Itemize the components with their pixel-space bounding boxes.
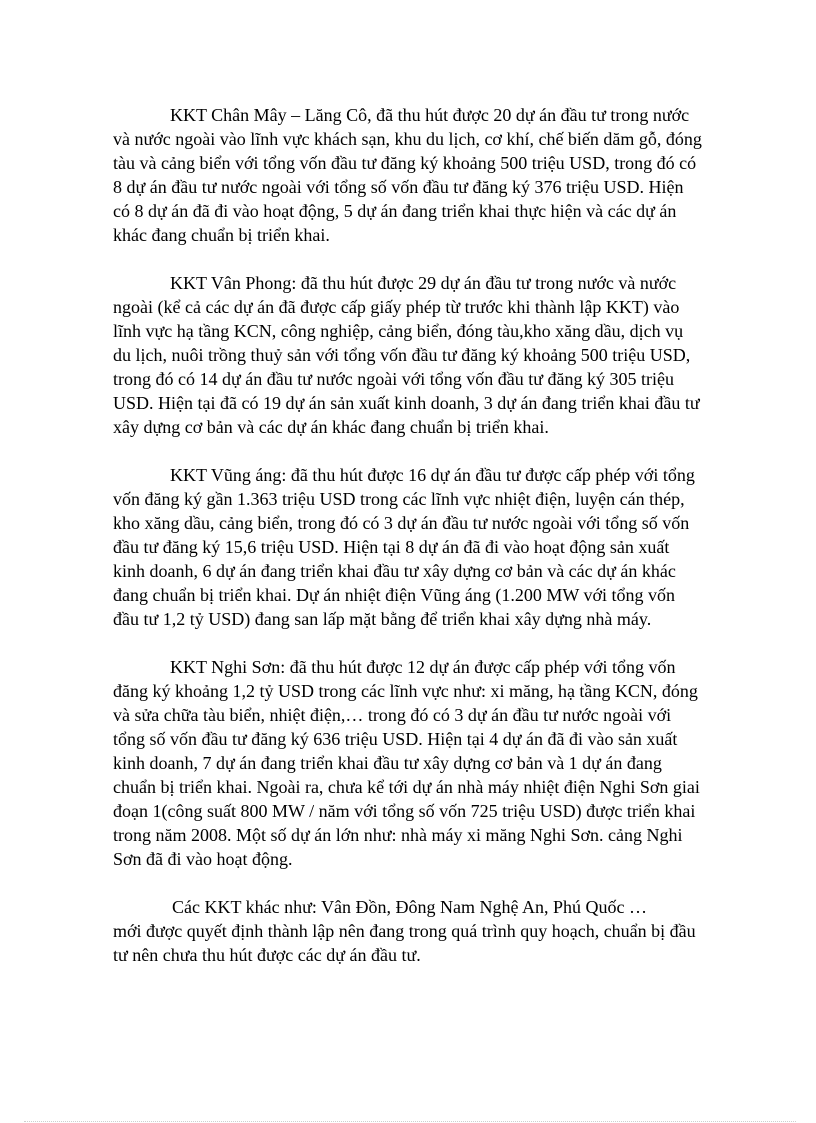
paragraph-van-phong: KKT Vân Phong: đã thu hút được 29 dự án đầu tư trong nước và nước ngoài (kể cả các dự án đã được cấp giấy phép từ trước khi thành lập KKT) vào lĩnh vực hạ tầng KCN, công nghiệp, cảng biển, đóng tàu,kho xăng dầu, dịch vụ du lịch, nuôi trồng thuỷ sản với tổng vốn đầu tư đăng ký khoảng 500 triệu USD, trong đó có 14 dự án đầu tư nước ngoài với tổng vốn đầu tư đăng ký 305 triệu USD. Hiện tại đã có 19 dự án sản xuất kinh doanh, 3 dự án đang triển khai đầu tư xây dựng cơ bản và các dự án khác đang chuẩn bị triển khai. [113, 273, 700, 437]
paragraph-vung-ang: KKT Vũng áng: đã thu hút được 16 dự án đầu tư được cấp phép với tổng vốn đăng ký gần 1.363 triệu USD trong các lĩnh vực nhiệt điện, luyện cán thép, kho xăng dầu, cảng biển, trong đó có 3 dự án đầu tư nước ngoài với tổng số vốn đầu tư đăng ký 15,6 triệu USD. Hiện tại 8 dự án đã đi vào hoạt động sản xuất kinh doanh, 6 dự án đang triển khai đầu tư xây dựng cơ bản và các dự án khác đang chuẩn bị triển khai. Dự án nhiệt điện Vũng áng (1.200 MW với tổng vốn đầu tư 1,2 tỷ USD) đang san lấp mặt bằng để triển khai xây dựng nhà máy. [113, 465, 695, 629]
paragraph-nghi-son: KKT Nghi Sơn: đã thu hút được 12 dự án được cấp phép với tổng vốn đăng ký khoảng 1,2 tỷ USD trong các lĩnh vực như: xi măng, hạ tầng KCN, đóng và sửa chữa tàu biển, nhiệt điện,… trong đó có 3 dự án đầu tư nước ngoài với tổng số vốn đầu tư đăng ký 636 triệu USD. Hiện tại 4 dự án đã đi vào sản xuất kinh doanh, 7 dự án đang triển khai đầu tư xây dựng cơ bản và 1 dự án đang chuẩn bị triển khai. Ngoài ra, chưa kể tới dự án nhà máy nhiệt điện Nghi Sơn giai đoạn 1(công suất 800 MW / năm với tổng số vốn 725 triệu USD) được triển khai trong năm 2008. Một số dự án lớn như: nhà máy xi măng Nghi Sơn. cảng Nghi Sơn đã đi vào hoạt động. [113, 657, 700, 869]
paragraph-other-kkt [113, 895, 703, 967]
page-bottom-divider [24, 1121, 796, 1122]
paragraph-other-kkt-rest: mới được quyết định thành lập nên đang trong quá trình quy hoạch, chuẩn bị đầu tư nên chưa thu hút được các dự án đầu tư. [113, 921, 696, 965]
paragraph-other-kkt-first-line: Các KKT khác như: Vân Đồn, Đông Nam Nghệ An, Phú Quốc … [172, 897, 648, 917]
paragraph-chan-may-lang-co: KKT Chân Mây – Lăng Cô, đã thu hút được 20 dự án đầu tư trong nước và nước ngoài vào lĩnh vực khách sạn, khu du lịch, cơ khí, chế biến dăm gỗ, đóng tàu và cảng biển với tổng vốn đầu tư đăng ký khoảng 500 triệu USD, trong đó có 8 dự án đầu tư nước ngoài với tổng số vốn đầu tư đăng ký 376 triệu USD. Hiện có 8 dự án đã đi vào hoạt động, 5 dự án đang triển khai thực hiện và các dự án khác đang chuẩn bị triển khai. [113, 105, 702, 245]
document-body [113, 103, 703, 991]
